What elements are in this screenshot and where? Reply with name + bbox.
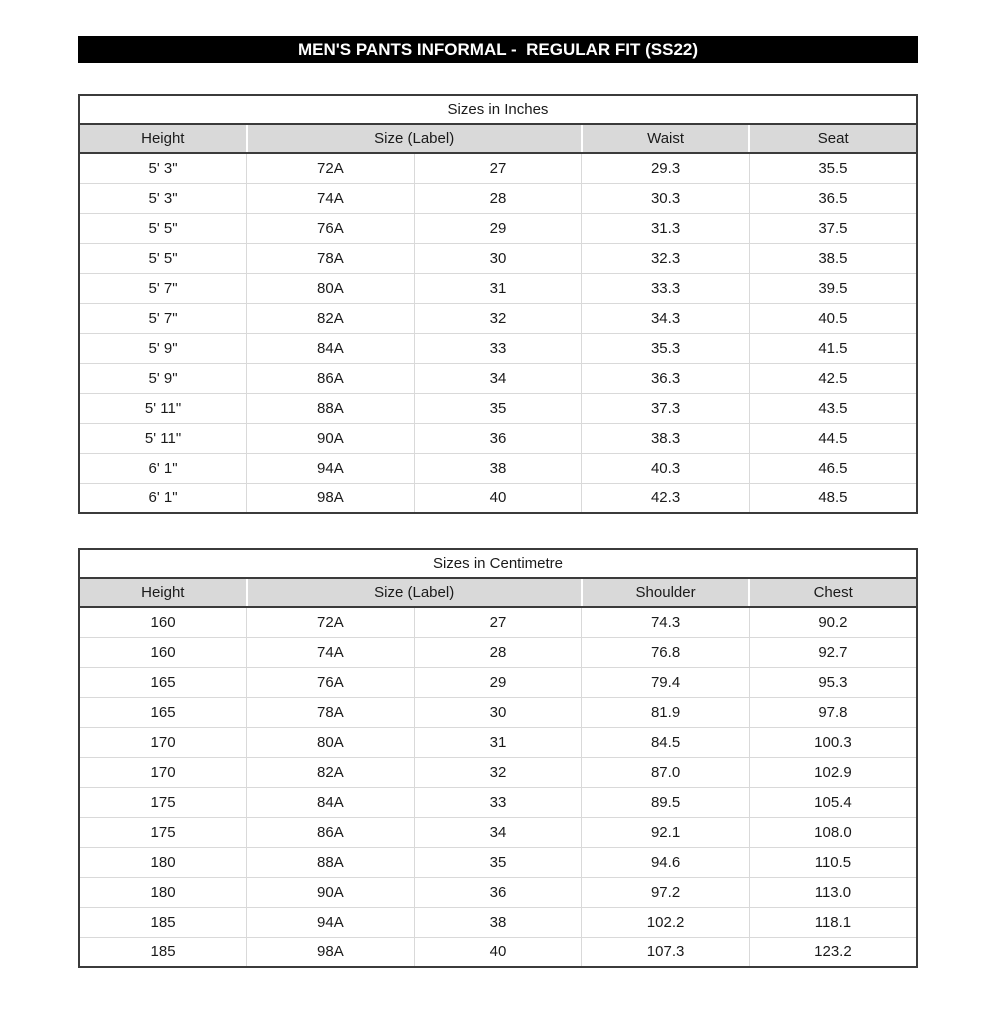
size-number-cell: 28 bbox=[414, 637, 582, 667]
size-label-cell: 90A bbox=[247, 877, 415, 907]
seat-cell: 37.5 bbox=[749, 213, 917, 243]
seat-cell: 48.5 bbox=[749, 483, 917, 513]
chest-cell: 90.2 bbox=[749, 607, 917, 637]
height-cell: 5' 7" bbox=[79, 273, 247, 303]
height-cell: 170 bbox=[79, 727, 247, 757]
size-label-column-header: Size (Label) bbox=[247, 124, 582, 153]
table-row bbox=[79, 453, 917, 483]
waist-cell: 29.3 bbox=[582, 153, 750, 183]
table-row bbox=[79, 303, 917, 333]
table-caption-row bbox=[79, 549, 917, 578]
table-row bbox=[79, 667, 917, 697]
waist-column-header: Waist bbox=[582, 124, 750, 153]
seat-cell: 42.5 bbox=[749, 363, 917, 393]
size-label-cell: 82A bbox=[247, 303, 415, 333]
table-header-row bbox=[79, 578, 917, 607]
waist-cell: 35.3 bbox=[582, 333, 750, 363]
size-label-cell: 80A bbox=[247, 727, 415, 757]
size-number-cell: 35 bbox=[414, 847, 582, 877]
shoulder-cell: 94.6 bbox=[582, 847, 750, 877]
size-number-cell: 29 bbox=[414, 213, 582, 243]
size-label-column-header: Size (Label) bbox=[247, 578, 582, 607]
height-column-header: Height bbox=[79, 578, 247, 607]
table-body bbox=[79, 153, 917, 513]
height-cell: 6' 1" bbox=[79, 483, 247, 513]
shoulder-cell: 92.1 bbox=[582, 817, 750, 847]
size-number-cell: 28 bbox=[414, 183, 582, 213]
table-row bbox=[79, 333, 917, 363]
size-label-cell: 90A bbox=[247, 423, 415, 453]
seat-cell: 41.5 bbox=[749, 333, 917, 363]
chest-cell: 92.7 bbox=[749, 637, 917, 667]
seat-cell: 35.5 bbox=[749, 153, 917, 183]
table-row bbox=[79, 423, 917, 453]
seat-cell: 38.5 bbox=[749, 243, 917, 273]
table-row bbox=[79, 697, 917, 727]
table-row bbox=[79, 273, 917, 303]
height-cell: 180 bbox=[79, 877, 247, 907]
height-cell: 170 bbox=[79, 757, 247, 787]
table-header-row bbox=[79, 124, 917, 153]
page bbox=[78, 36, 918, 968]
height-cell: 5' 5" bbox=[79, 243, 247, 273]
size-number-cell: 31 bbox=[414, 727, 582, 757]
size-label-cell: 82A bbox=[247, 757, 415, 787]
table-row bbox=[79, 727, 917, 757]
size-label-cell: 76A bbox=[247, 667, 415, 697]
size-label-cell: 88A bbox=[247, 393, 415, 423]
height-cell: 185 bbox=[79, 937, 247, 967]
table-row bbox=[79, 937, 917, 967]
shoulder-cell: 87.0 bbox=[582, 757, 750, 787]
size-label-cell: 86A bbox=[247, 817, 415, 847]
size-number-cell: 32 bbox=[414, 303, 582, 333]
size-number-cell: 38 bbox=[414, 453, 582, 483]
chest-column-header: Chest bbox=[749, 578, 917, 607]
seat-cell: 44.5 bbox=[749, 423, 917, 453]
height-cell: 165 bbox=[79, 667, 247, 697]
height-cell: 160 bbox=[79, 637, 247, 667]
size-label-cell: 84A bbox=[247, 333, 415, 363]
seat-cell: 43.5 bbox=[749, 393, 917, 423]
waist-cell: 37.3 bbox=[582, 393, 750, 423]
seat-cell: 40.5 bbox=[749, 303, 917, 333]
height-cell: 185 bbox=[79, 907, 247, 937]
chest-cell: 113.0 bbox=[749, 877, 917, 907]
table-row bbox=[79, 393, 917, 423]
size-label-cell: 98A bbox=[247, 483, 415, 513]
shoulder-cell: 102.2 bbox=[582, 907, 750, 937]
size-number-cell: 36 bbox=[414, 423, 582, 453]
table-row bbox=[79, 637, 917, 667]
height-cell: 160 bbox=[79, 607, 247, 637]
chest-cell: 95.3 bbox=[749, 667, 917, 697]
waist-cell: 32.3 bbox=[582, 243, 750, 273]
size-number-cell: 30 bbox=[414, 697, 582, 727]
seat-cell: 36.5 bbox=[749, 183, 917, 213]
table-row bbox=[79, 907, 917, 937]
chest-cell: 100.3 bbox=[749, 727, 917, 757]
size-number-cell: 34 bbox=[414, 363, 582, 393]
table-row bbox=[79, 787, 917, 817]
shoulder-cell: 84.5 bbox=[582, 727, 750, 757]
size-label-cell: 78A bbox=[247, 243, 415, 273]
shoulder-cell: 79.4 bbox=[582, 667, 750, 697]
size-number-cell: 40 bbox=[414, 937, 582, 967]
waist-cell: 38.3 bbox=[582, 423, 750, 453]
seat-cell: 46.5 bbox=[749, 453, 917, 483]
size-number-cell: 40 bbox=[414, 483, 582, 513]
table-row bbox=[79, 757, 917, 787]
size-number-cell: 33 bbox=[414, 333, 582, 363]
shoulder-cell: 76.8 bbox=[582, 637, 750, 667]
table-body bbox=[79, 607, 917, 967]
table-row bbox=[79, 817, 917, 847]
waist-cell: 33.3 bbox=[582, 273, 750, 303]
size-label-cell: 74A bbox=[247, 637, 415, 667]
sizes-in-inches-table bbox=[78, 94, 918, 514]
size-number-cell: 33 bbox=[414, 787, 582, 817]
size-number-cell: 32 bbox=[414, 757, 582, 787]
chest-cell: 108.0 bbox=[749, 817, 917, 847]
size-number-cell: 35 bbox=[414, 393, 582, 423]
size-label-cell: 94A bbox=[247, 453, 415, 483]
height-cell: 5' 3" bbox=[79, 153, 247, 183]
shoulder-cell: 107.3 bbox=[582, 937, 750, 967]
height-cell: 180 bbox=[79, 847, 247, 877]
shoulder-column-header: Shoulder bbox=[582, 578, 750, 607]
height-cell: 165 bbox=[79, 697, 247, 727]
table-row bbox=[79, 213, 917, 243]
table-caption-row bbox=[79, 95, 917, 124]
waist-cell: 42.3 bbox=[582, 483, 750, 513]
chest-cell: 118.1 bbox=[749, 907, 917, 937]
size-label-cell: 84A bbox=[247, 787, 415, 817]
size-label-cell: 78A bbox=[247, 697, 415, 727]
height-column-header: Height bbox=[79, 124, 247, 153]
table-row bbox=[79, 183, 917, 213]
waist-cell: 34.3 bbox=[582, 303, 750, 333]
size-number-cell: 27 bbox=[414, 607, 582, 637]
size-label-cell: 80A bbox=[247, 273, 415, 303]
table-row bbox=[79, 243, 917, 273]
chest-cell: 123.2 bbox=[749, 937, 917, 967]
shoulder-cell: 81.9 bbox=[582, 697, 750, 727]
size-label-cell: 98A bbox=[247, 937, 415, 967]
size-number-cell: 30 bbox=[414, 243, 582, 273]
height-cell: 175 bbox=[79, 817, 247, 847]
size-label-cell: 74A bbox=[247, 183, 415, 213]
table-row bbox=[79, 847, 917, 877]
size-number-cell: 31 bbox=[414, 273, 582, 303]
shoulder-cell: 89.5 bbox=[582, 787, 750, 817]
shoulder-cell: 97.2 bbox=[582, 877, 750, 907]
size-number-cell: 38 bbox=[414, 907, 582, 937]
waist-cell: 36.3 bbox=[582, 363, 750, 393]
shoulder-cell: 74.3 bbox=[582, 607, 750, 637]
size-label-cell: 72A bbox=[247, 607, 415, 637]
chest-cell: 110.5 bbox=[749, 847, 917, 877]
height-cell: 5' 3" bbox=[79, 183, 247, 213]
height-cell: 5' 7" bbox=[79, 303, 247, 333]
height-cell: 5' 11" bbox=[79, 393, 247, 423]
height-cell: 5' 9" bbox=[79, 333, 247, 363]
size-number-cell: 34 bbox=[414, 817, 582, 847]
table-caption: Sizes in Inches bbox=[79, 95, 917, 124]
table-row bbox=[79, 363, 917, 393]
size-number-cell: 36 bbox=[414, 877, 582, 907]
height-cell: 175 bbox=[79, 787, 247, 817]
chest-cell: 97.8 bbox=[749, 697, 917, 727]
size-label-cell: 86A bbox=[247, 363, 415, 393]
chest-cell: 105.4 bbox=[749, 787, 917, 817]
table-row bbox=[79, 607, 917, 637]
sizes-in-centimetre-table bbox=[78, 548, 918, 968]
height-cell: 5' 5" bbox=[79, 213, 247, 243]
size-label-cell: 72A bbox=[247, 153, 415, 183]
chest-cell: 102.9 bbox=[749, 757, 917, 787]
table-row bbox=[79, 483, 917, 513]
height-cell: 6' 1" bbox=[79, 453, 247, 483]
size-number-cell: 29 bbox=[414, 667, 582, 697]
chart-title-banner: MEN'S PANTS INFORMAL - REGULAR FIT (SS22) bbox=[78, 36, 918, 63]
size-label-cell: 88A bbox=[247, 847, 415, 877]
waist-cell: 30.3 bbox=[582, 183, 750, 213]
size-label-cell: 76A bbox=[247, 213, 415, 243]
size-label-cell: 94A bbox=[247, 907, 415, 937]
seat-column-header: Seat bbox=[749, 124, 917, 153]
waist-cell: 40.3 bbox=[582, 453, 750, 483]
table-row bbox=[79, 153, 917, 183]
seat-cell: 39.5 bbox=[749, 273, 917, 303]
table-row bbox=[79, 877, 917, 907]
height-cell: 5' 9" bbox=[79, 363, 247, 393]
size-number-cell: 27 bbox=[414, 153, 582, 183]
waist-cell: 31.3 bbox=[582, 213, 750, 243]
table-caption: Sizes in Centimetre bbox=[79, 549, 917, 578]
height-cell: 5' 11" bbox=[79, 423, 247, 453]
